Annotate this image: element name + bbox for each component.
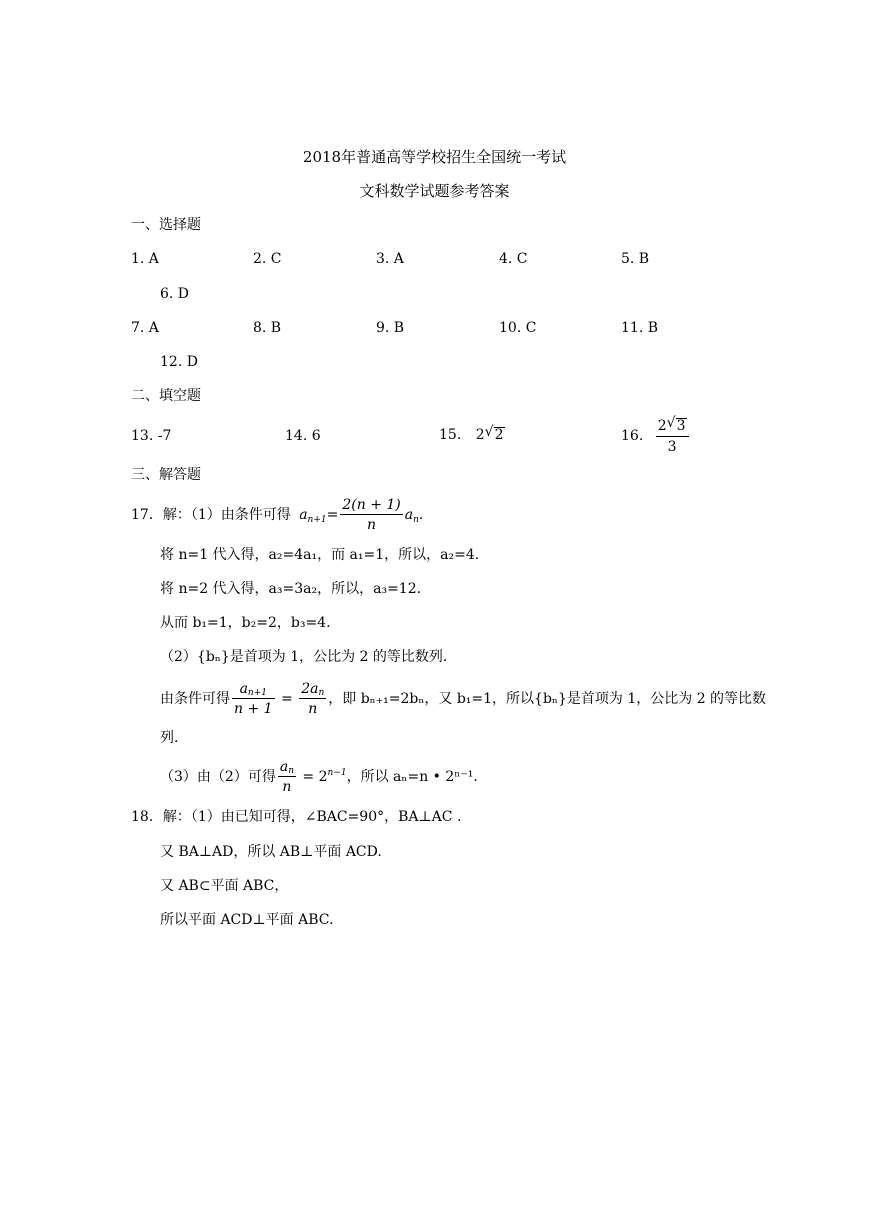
answer-16: [621, 415, 691, 455]
q17-part2: （2）{bₙ}是首项为 1，公比为 2 的等比数列.: [160, 649, 448, 665]
fraction-2an-over-n: $\frac{2a_n}{n}$: [301, 681, 325, 717]
fraction-an1-over-n1: $\frac{a_{n+1}}{n + 1}$: [234, 681, 273, 717]
q17-part3: （3）由（2）可得 $\frac{a_n}{n}$ = $2^{n-1}$，所以 aₙ=n • 2ⁿ⁻¹.: [160, 759, 478, 795]
answer-5: 5. B: [621, 251, 650, 267]
answer-15-coef: 2: [475, 427, 485, 443]
answer-16-label: 16.: [621, 427, 644, 444]
answer-1: 1. A: [131, 251, 159, 267]
answer-11: 11. B: [621, 320, 659, 336]
page-subtitle: 文科数学试题参考答案: [359, 182, 510, 200]
answer-14: 14. 6: [285, 428, 321, 444]
sqrt-2: √ 2: [484, 424, 504, 443]
q18-line3: 又 AB⊂平面 ABC，: [160, 878, 289, 894]
answer-15-label: 15.: [439, 427, 462, 443]
q17-line2: 将 n=1 代入得，a₂=4a₁，而 a₁=1，所以，a₂=4.: [160, 547, 480, 563]
page-title: 2018年普通高等学校招生全国统一考试: [302, 148, 567, 166]
answer-6: 6. D: [160, 286, 190, 302]
section-heading-solve: 三、解答题: [131, 467, 201, 483]
answer-9: 9. B: [376, 320, 405, 336]
q18-line4: 所以平面 ACD⊥平面 ABC.: [160, 912, 334, 928]
fraction-2sqrt3-over-3: 2 √ 3 3: [656, 418, 689, 454]
fraction-2n1-over-n: $\frac{2(n + 1)}{n}$: [342, 497, 401, 533]
section-heading-choice: 一、选择题: [131, 217, 201, 233]
q17-line6: 由条件可得 $\frac{a_{n+1}}{n + 1}$ = $\frac{2a_n}{n}$ ，即 bₙ₊₁=2bₙ，又 b₁=1，所以{bₙ}是首项为 1，公比为 2 的等比数: [160, 681, 767, 717]
answer-13: 13. -7: [131, 428, 172, 444]
fraction-an-over-n: $\frac{a_n}{n}$: [279, 759, 294, 795]
answer-4: 4. C: [499, 251, 528, 267]
answer-15: [439, 424, 505, 443]
q17-line3: 将 n=2 代入得，a₃=3a₂，所以，a₃=12.: [160, 581, 422, 597]
answer-12: 12. D: [160, 354, 198, 370]
q18-line2: 又 BA⊥AD，所以 AB⊥平面 ACD.: [160, 844, 382, 860]
answer-8: 8. B: [253, 320, 282, 336]
q17-line6-end: 列.: [160, 730, 179, 746]
answer-2: 2. C: [253, 251, 282, 267]
q17-line1: 17．解：（1）由条件可得 $a_{n+1}=$ $\frac{2(n + 1)}{n}$ $a_n$.: [131, 497, 424, 533]
answer-7: 7. A: [131, 320, 159, 336]
q18-line1: 18．解：（1）由已知可得，∠BAC=90°，BA⊥AC .: [131, 809, 462, 825]
q17-line4: 从而 b₁=1，b₂=2，b₃=4.: [160, 615, 331, 631]
answer-3: 3. A: [376, 251, 404, 267]
section-heading-fill: 二、填空题: [131, 388, 201, 404]
answer-10: 10. C: [499, 320, 537, 336]
